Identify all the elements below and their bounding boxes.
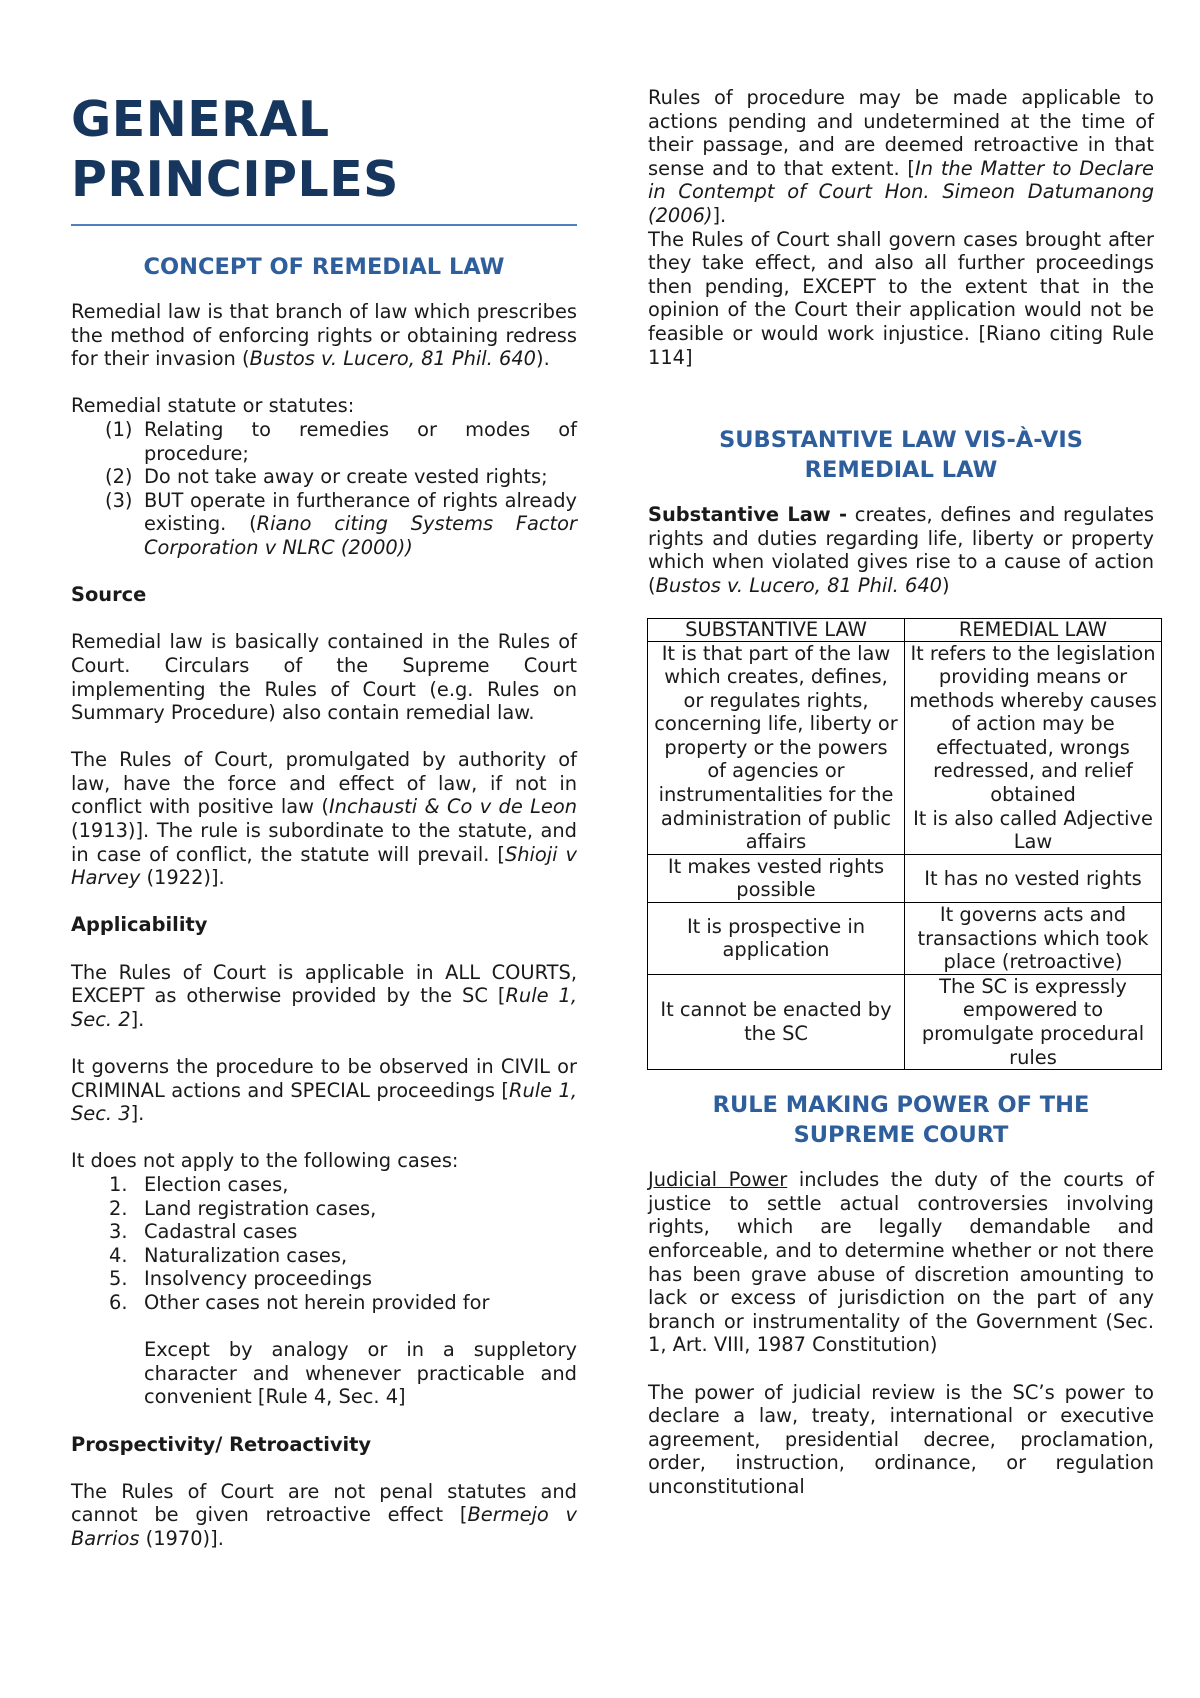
comparison-table — [647, 618, 1162, 1071]
substantive-definition: Substantive Law - creates, defines and regulates rights and duties regarding life, liberty or property which when violated gives rise to a cause of action (Bustos v. Lucero, 81 Phil. 640) — [648, 503, 1154, 597]
remedial-law-definition: Remedial law is that branch of law which prescribes the method of enforcing rights or obtaining redress for their invasion (Bustos v. Lucero, 81 Phil. 640). — [71, 300, 577, 371]
list-item: 2. Land registration cases, — [109, 1196, 377, 1220]
table-row — [648, 854, 1162, 902]
list-item: 5. Insolvency proceedings — [109, 1267, 372, 1291]
list-item: (3) BUT operate in furtherance of rights already existing. (Riano citing Systems Factor Corporation v NLRC (2000)) — [105, 488, 577, 559]
applicability-paragraph-1: The Rules of Court is applicable in ALL COURTS, EXCEPT as otherwise provided by the SC [Rule 1, Sec. 2]. — [71, 960, 578, 1031]
list-item: 4. Naturalization cases, — [109, 1243, 348, 1267]
table-cell: It cannot be enacted by the SC — [648, 974, 905, 1069]
except-clause: Except by analogy or in a suppletory character and whenever practicable and convenient [Rule 4, Sec. 4] — [144, 1338, 577, 1409]
statute-list — [71, 418, 577, 560]
applicability-heading: Applicability — [71, 913, 208, 937]
title-divider — [71, 224, 577, 226]
prospectivity-paragraph-1: The Rules of Court are not penal statutes and cannot be given retroactive effect [Bermejo v Barrios (1970)]. — [71, 1479, 577, 1550]
excluded-cases-list — [71, 1173, 577, 1315]
table-cell: It makes vested rights possible — [648, 854, 905, 902]
table-header-substantive: SUBSTANTIVE LAW — [648, 618, 905, 641]
table-header-remedial: REMEDIAL LAW — [905, 618, 1162, 641]
judicial-power-paragraph: Judicial Power includes the duty of the courts of justice to settle actual controversies involving rights, which are legally demandable and enforceable, and to determine whether or not there has been grave abuse of discretion amounting to lack or excess of jurisdiction on the part of any branch or instrumentality of the Government (Sec. 1, Art. VIII, 1987 Constitution) — [648, 1168, 1154, 1357]
table-cell: It is that part of the law which creates, defines, or regulates rights, concerning life, liberty or property or the powers of agencies or instrumentalities for the administration of public affairs — [648, 641, 905, 854]
prospectivity-heading: Prospectivity/ Retroactivity — [71, 1432, 372, 1456]
list-item: 6. Other cases not herein provided for — [109, 1290, 490, 1314]
concept-heading: CONCEPT OF REMEDIAL LAW — [143, 254, 505, 280]
statute-intro: Remedial statute or statutes: — [71, 394, 355, 418]
table-row — [648, 903, 1162, 975]
source-heading: Source — [71, 583, 147, 607]
judicial-review-paragraph: The power of judicial review is the SC’s power to declare a law, treaty, international or executive agreement, presidential decree, proclamation, order, instruction, ordinance, or regulation unconstitutional — [648, 1380, 1154, 1498]
source-paragraph-1: Remedial law is basically contained in the Rules of Court. Circulars of the Supreme Court implementing the Rules of Court (e.g. Rules on Summary Procedure) also contain remedial law. — [71, 630, 577, 725]
source-paragraph-2: The Rules of Court, promulgated by authority of law, have the force and effect of law, if not in conflict with positive law (Inchausti & Co v de Leon (1913)]. The rule is subordinate to the statute, and in case of conflict, the statute will prevail. [Shioji v Harvey (1922)]. — [71, 748, 577, 890]
table-cell: It is prospective in application — [648, 903, 905, 975]
table-row — [648, 641, 1162, 854]
left-column — [71, 86, 577, 1550]
list-item: 1. Election cases, — [109, 1172, 289, 1196]
applicability-paragraph-3: It does not apply to the following cases: — [71, 1149, 459, 1173]
table-row — [648, 974, 1162, 1069]
table-cell: It refers to the legislation providing means or methods whereby causes of action may be effectuated, wrongs redressed, and relief obtained It is also called Adjective Law — [905, 641, 1162, 854]
page-title: GENERAL PRINCIPLES — [71, 91, 399, 208]
table-header-row — [648, 618, 1162, 641]
rule-making-heading: RULE MAKING POWER OF THE SUPREME COURT — [712, 1092, 1090, 1149]
table-cell: The SC is expressly empowered to promulgate procedural rules — [905, 974, 1162, 1069]
table-cell: It has no vested rights — [905, 854, 1162, 902]
list-item: (1) Relating to remedies or modes of procedure; — [105, 417, 577, 465]
applicability-paragraph-2: It governs the procedure to be observed in CIVIL or CRIMINAL actions and SPECIAL proceedings [Rule 1, Sec. 3]. — [71, 1055, 577, 1126]
prospectivity-paragraph-3: The Rules of Court shall govern cases brought after they take effect, and also all further proceedings then pending, EXCEPT to the extent that in the opinion of the Court their application would not be feasible or would work injustice. [Riano citing Rule 114] — [648, 227, 1154, 369]
table-cell: It governs acts and transactions which took place (retroactive) — [905, 903, 1162, 975]
prospectivity-paragraph-2: Rules of procedure may be made applicable to actions pending and undetermined at the time of their passage, and are deemed retroactive in that sense and to that extent. [In the Matter to Declare in Contempt of Court Hon. Simeon Datumanong (2006)]. — [648, 86, 1154, 227]
substantive-heading: SUBSTANTIVE LAW VIS-À-VIS REMEDIAL LAW — [719, 427, 1083, 484]
list-item: 3. Cadastral cases — [109, 1220, 298, 1244]
right-column — [648, 86, 1157, 1499]
list-item: (2) Do not take away or create vested rights; — [105, 465, 548, 489]
